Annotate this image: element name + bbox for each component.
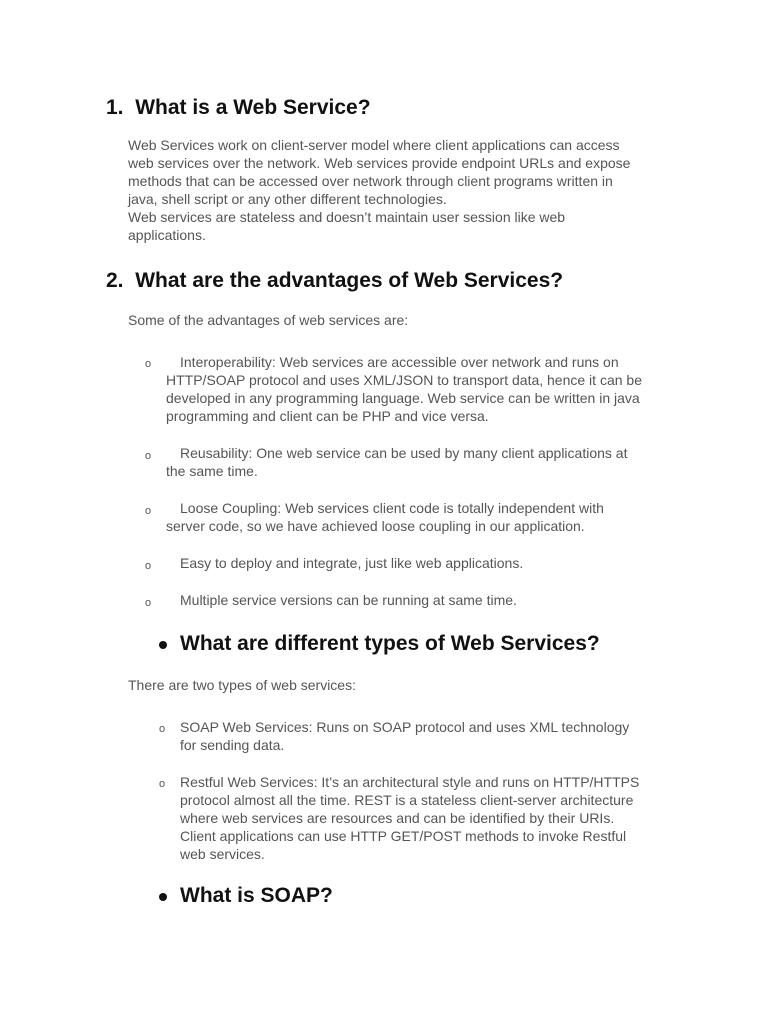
list-item [166,353,642,425]
list-item-line: the same time. [166,463,258,479]
section-title: What are the advantages of Web Services? [135,269,564,292]
list-item-line: web services. [180,846,265,862]
list-item-line: HTTP/SOAP protocol and uses XML/JSON to transport data, hence it can be [166,372,642,388]
section-number: 1. [106,96,124,119]
list-item-line: where web services are resources and can be identified by their URIs. [180,810,615,826]
list-item-line: Interoperability: Web services are accessible over network and runs on [180,354,619,370]
list-bullet-icon: o [145,597,152,609]
section-heading-advantages [106,268,563,294]
list-item [166,554,523,572]
section-paragraph [128,136,630,244]
list-item-line: developed in any programming language. Web service can be written in java [166,390,640,406]
list-item [166,499,604,535]
section-title: What is a Web Service? [135,96,371,119]
paragraph-line: web services over the network. Web services provide endpoint URLs and expose [128,155,631,171]
paragraph-line: applications. [128,227,206,243]
list-item-line: Restful Web Services: It’s an architectural style and runs on HTTP/HTTPS [180,774,640,790]
list-bullet-icon: o [145,450,152,462]
paragraph-line: methods that can be accessed over network through client programs written in [128,173,613,189]
list-item [166,591,517,609]
list-item-line: Loose Coupling: Web services client code is totally independent with [180,500,604,516]
list-item-line: Client applications can use HTTP GET/POST methods to invoke Restful [180,828,627,844]
section-number: 2. [106,269,124,292]
list-bullet-icon: o [145,560,152,572]
paragraph-line: Web Services work on client-server model where client applications can access [128,137,620,153]
paragraph-line: Web services are stateless and doesn’t maintain user session like web [128,209,566,225]
list-item-line: protocol almost all the time. REST is a stateless client-server architecture [180,792,634,808]
list-bullet-icon: o [159,723,166,735]
section-intro: There are two types of web services: [128,677,356,693]
section-heading-soap: What is SOAP? [180,884,333,907]
list-item-line: Multiple service versions can be running at same time. [180,592,517,608]
section-heading-web-service [106,95,371,121]
list-item [180,773,639,863]
list-item-line: Easy to deploy and integrate, just like web applications. [180,555,524,571]
heading-bullet-icon [159,893,167,901]
list-item-line: server code, so we have achieved loose coupling in our application. [166,518,585,534]
heading-bullet-icon [159,641,167,649]
section-heading-types: What are different types of Web Services? [180,632,600,655]
list-item-line: for sending data. [180,737,285,753]
list-item [166,444,627,480]
list-item-line: SOAP Web Services: Runs on SOAP protocol and uses XML technology [180,719,630,735]
paragraph-line: java, shell script or any other different technologies. [128,191,447,207]
list-bullet-icon: o [159,778,166,790]
list-item-line: Reusability: One web service can be used by many client applications at [180,445,628,461]
list-bullet-icon: o [145,358,152,370]
list-item-line: programming and client can be PHP and vice versa. [166,408,489,424]
section-intro: Some of the advantages of web services are: [128,312,409,328]
list-bullet-icon: o [145,505,152,517]
list-item [180,718,629,754]
